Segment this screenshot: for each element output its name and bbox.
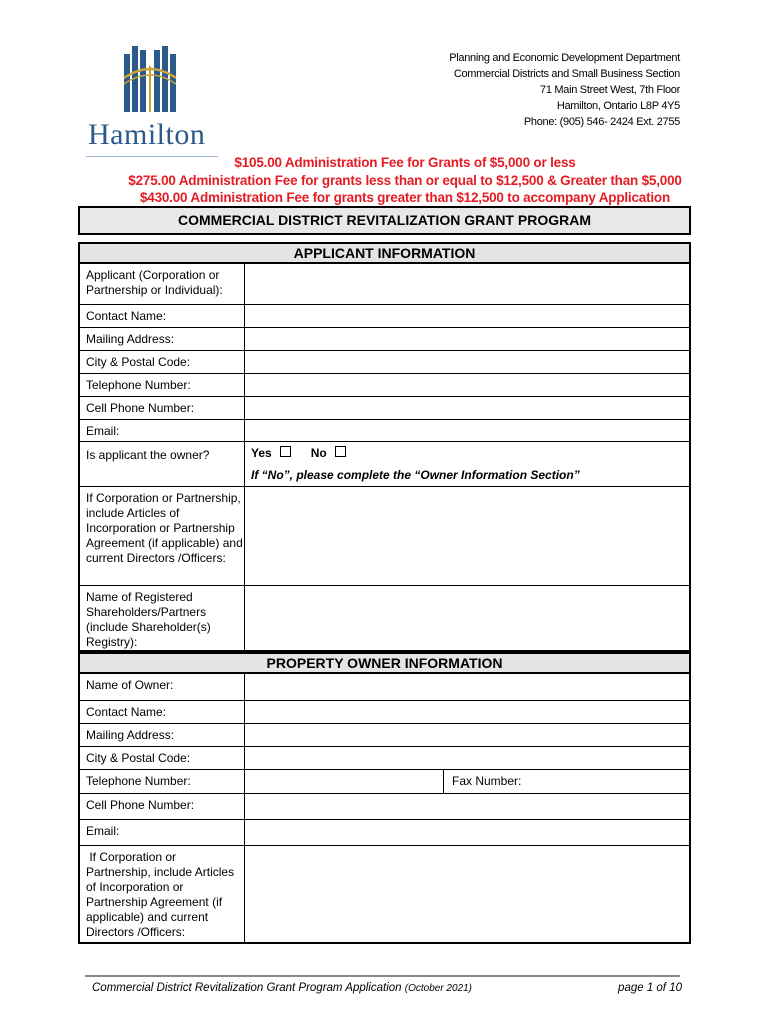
form-row xyxy=(80,819,689,845)
cell-phone-field[interactable] xyxy=(245,397,689,419)
field-label: Email: xyxy=(80,820,245,845)
field-label: Cell Phone Number: xyxy=(80,794,245,819)
form-row xyxy=(80,419,689,441)
field-label: Applicant (Corporation or Partnership or Individual): xyxy=(80,264,245,304)
no-label: No xyxy=(310,446,327,460)
owner-directors-officers-field[interactable] xyxy=(245,846,689,942)
applicant-information-table xyxy=(78,264,691,652)
field-label: If Corporation or Partnership, include Articles of Incorporation or Partnership Agreement (if applicable) and current Directors /Officers: xyxy=(80,487,245,585)
form-row xyxy=(80,264,689,304)
owner-email-field[interactable] xyxy=(245,820,689,845)
field-label: Telephone Number: xyxy=(80,374,245,396)
yes-no-options xyxy=(251,446,689,460)
form-row xyxy=(80,845,689,942)
field-label: Name of Owner: xyxy=(80,674,245,700)
owner-phone-fax-cell xyxy=(245,770,689,793)
form-row xyxy=(80,396,689,419)
field-label: Is applicant the owner? xyxy=(80,442,245,486)
yes-checkbox[interactable] xyxy=(280,446,291,457)
owner-city-postal-field[interactable] xyxy=(245,747,689,769)
applicant-section-heading: APPLICANT INFORMATION xyxy=(78,242,691,264)
form-title: COMMERCIAL DISTRICT REVITALIZATION GRANT PROGRAM xyxy=(78,206,691,235)
footer-date: (October 2021) xyxy=(404,983,473,994)
no-checkbox[interactable] xyxy=(335,446,346,457)
field-label: Mailing Address: xyxy=(80,724,245,746)
owner-telephone-field[interactable] xyxy=(245,770,444,793)
owner-mailing-address-field[interactable] xyxy=(245,724,689,746)
phone-fax-split xyxy=(245,770,689,793)
footer-program-name: Commercial District Revitalization Grant Program Application xyxy=(92,982,402,994)
fee-line: $430.00 Administration Fee for grants greater than $12,500 to accompany Application xyxy=(139,190,671,205)
form-row xyxy=(80,373,689,396)
administration-fees xyxy=(60,154,750,207)
footer-title xyxy=(92,982,472,994)
owner-information-table xyxy=(78,674,691,944)
fee-line: $275.00 Administration Fee for grants less than or equal to $12,500 & Greater than $5,000 xyxy=(128,172,682,188)
owner-section-heading: PROPERTY OWNER INFORMATION xyxy=(78,652,691,674)
yes-label: Yes xyxy=(251,446,272,460)
directors-officers-field[interactable] xyxy=(245,487,689,585)
owner-contact-name-field[interactable] xyxy=(245,701,689,723)
form-row xyxy=(80,793,689,819)
email-field[interactable] xyxy=(245,420,689,441)
owner-section-note: If “No”, please complete the “Owner Information Section” xyxy=(251,468,580,482)
mailing-address-field[interactable] xyxy=(245,328,689,350)
address-line: Phone: (905) 546- 2424 Ext. 2755 xyxy=(523,116,680,128)
fee-line: $105.00 Administration Fee for Grants of $5,000 or less xyxy=(234,155,576,170)
logo-wordmark: Hamilton xyxy=(88,118,206,151)
field-label: City & Postal Code: xyxy=(80,747,245,769)
field-label: If Corporation or Partnership, include Articles of Incorporation or Partnership Agreement (if applicable) and current Directors /Officers: xyxy=(80,846,245,942)
form-row xyxy=(80,746,689,769)
form-row xyxy=(80,350,689,373)
page-number: page 1 of 10 xyxy=(618,982,682,994)
field-label: City & Postal Code: xyxy=(80,351,245,373)
telephone-field[interactable] xyxy=(245,374,689,396)
form-row xyxy=(80,585,689,650)
field-label: Cell Phone Number: xyxy=(80,397,245,419)
field-label: Mailing Address: xyxy=(80,328,245,350)
field-label: Name of Registered Shareholders/Partners (include Shareholder(s) Registry): xyxy=(80,586,245,650)
field-label: Contact Name: xyxy=(80,305,245,327)
owner-name-field[interactable] xyxy=(245,674,689,700)
address-line: Hamilton, Ontario L8P 4Y5 xyxy=(556,100,680,112)
no-option[interactable] xyxy=(311,446,346,460)
form-row xyxy=(80,674,689,700)
address-line: 71 Main Street West, 7th Floor xyxy=(540,84,680,96)
department-address xyxy=(449,50,680,130)
form-row xyxy=(80,327,689,350)
form-row xyxy=(80,700,689,723)
owner-fax-field[interactable] xyxy=(444,770,689,793)
yes-option[interactable] xyxy=(251,446,291,460)
fax-label: Fax Number: xyxy=(452,774,522,788)
hamilton-logo xyxy=(80,44,220,154)
city-postal-field[interactable] xyxy=(245,351,689,373)
form-row xyxy=(80,769,689,793)
form-row xyxy=(80,486,689,585)
field-label: Email: xyxy=(80,420,245,441)
address-line: Planning and Economic Development Department xyxy=(449,52,680,64)
hamilton-emblem-icon xyxy=(118,44,182,112)
contact-name-field[interactable] xyxy=(245,305,689,327)
form-row xyxy=(80,723,689,746)
address-line: Commercial Districts and Small Business Section xyxy=(453,68,680,80)
applicant-owner-question xyxy=(245,442,689,486)
form-row xyxy=(80,441,689,486)
owner-cell-phone-field[interactable] xyxy=(245,794,689,819)
field-label: Telephone Number: xyxy=(80,770,245,793)
footer-divider xyxy=(85,975,680,977)
shareholders-field[interactable] xyxy=(245,586,689,650)
field-label: Contact Name: xyxy=(80,701,245,723)
applicant-name-field[interactable] xyxy=(245,264,689,304)
form-row xyxy=(80,304,689,327)
